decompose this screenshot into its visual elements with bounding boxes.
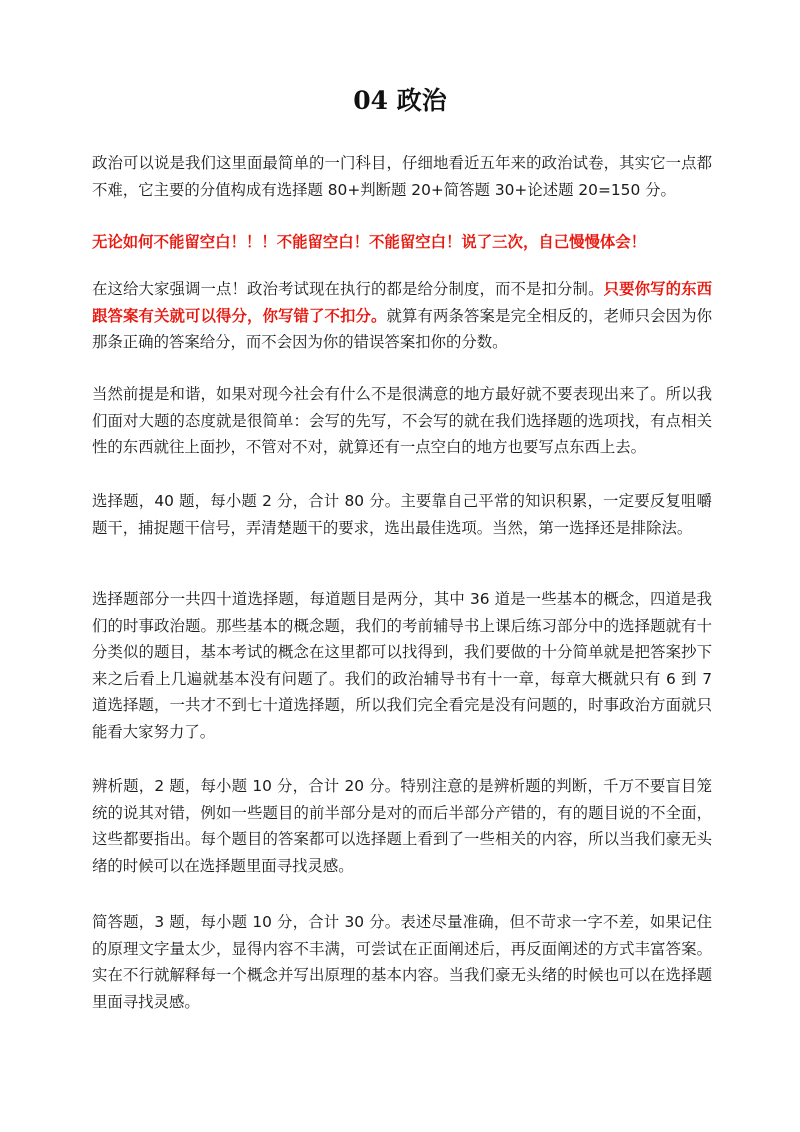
warning-paragraph: 无论如何不能留空白！！！不能留空白！不能留空白！说了三次，自己慢慢体会！	[92, 233, 647, 251]
intro-paragraph: 政治可以说是我们这里面最简单的一门科目，仔细地看近五年来的政治试卷，其实它一点都不难，它主要的分值构成有选择题 80+判断题 20+简答题 30+论述题 20=150 分。	[92, 154, 712, 199]
multiple-choice-paragraph: 选择题，40 题，每小题 2 分，合计 80 分。主要靠自己平常的知识积累，一定要反复咀嚼题干，捕捉题干信号，弄清楚题干的要求，选出最佳选项。当然，第一选择还是排除法。	[92, 492, 712, 537]
attitude-paragraph: 当然前提是和谐，如果对现今社会有什么不是很满意的地方最好就不要表现出来了。所以我们面对大题的态度就是很简单：会写的先写，不会写的就在我们选择题的选项找，有点相关性的东西就往上面抄，不管对不对，就算还有一点空白的地方也要写点东西上去。	[92, 385, 712, 456]
scoring-text-highlight: 只要你写的东西跟答案有关就可以得分，你写错了不扣分。	[92, 280, 712, 325]
short-answer-paragraph: 简答题，3 题，每小题 10 分，合计 30 分。表述尽量准确，但不苛求一字不差，如果记住的原理文字量太少，显得内容不丰满，可尝试在正面阐述后，再反面阐述的方式丰富答案。实在不行就解释每一个概念并写出原理的基本内容。当我们豪无头绪的时候也可以在选择题里面寻找灵感。	[92, 913, 712, 1011]
scoring-text-intro: 在这给大家强调一点！政治考试现在执行的都是给分制度，而不是扣分制。	[92, 280, 604, 298]
scoring-text-rest: 就算有两条答案是完全相反的，老师只会因为你那条正确的答案给分，而不会因为你的错误答案扣你的分数。	[92, 306, 712, 351]
analysis-question-paragraph: 辨析题，2 题，每小题 10 分，合计 20 分。特别注意的是辨析题的判断，千万不要盲目笼统的说其对错，例如一些题目的前半部分是对的而后半部分产错的，有的题目说的不全面，这些都要指出。每个题目的答案都可以选择题上看到了一些相关的内容，所以当我们豪无头绪的时候可以在选择题里面寻找灵感。	[92, 777, 712, 875]
multiple-choice-detail-paragraph: 选择题部分一共四十道选择题，每道题目是两分，其中 36 道是一些基本的概念，四道是我们的时事政治题。那些基本的概念题，我们的考前辅导书上课后练习部分中的选择题就有十分类似的题目，基本考试的概念在这里都可以找得到，我们要做的十分简单就是把答案抄下来之后看上几遍就基本没有问题了。我们的政治辅导书有十一章，每章大概就只有 6 到 7 道选择题，一共才不到七十道选择题，所以我们完全看完是没有问题的，时事政治方面就只能看大家努力了。	[92, 590, 712, 741]
page-title: 04 政治	[353, 86, 447, 115]
scoring-paragraph	[92, 276, 712, 356]
